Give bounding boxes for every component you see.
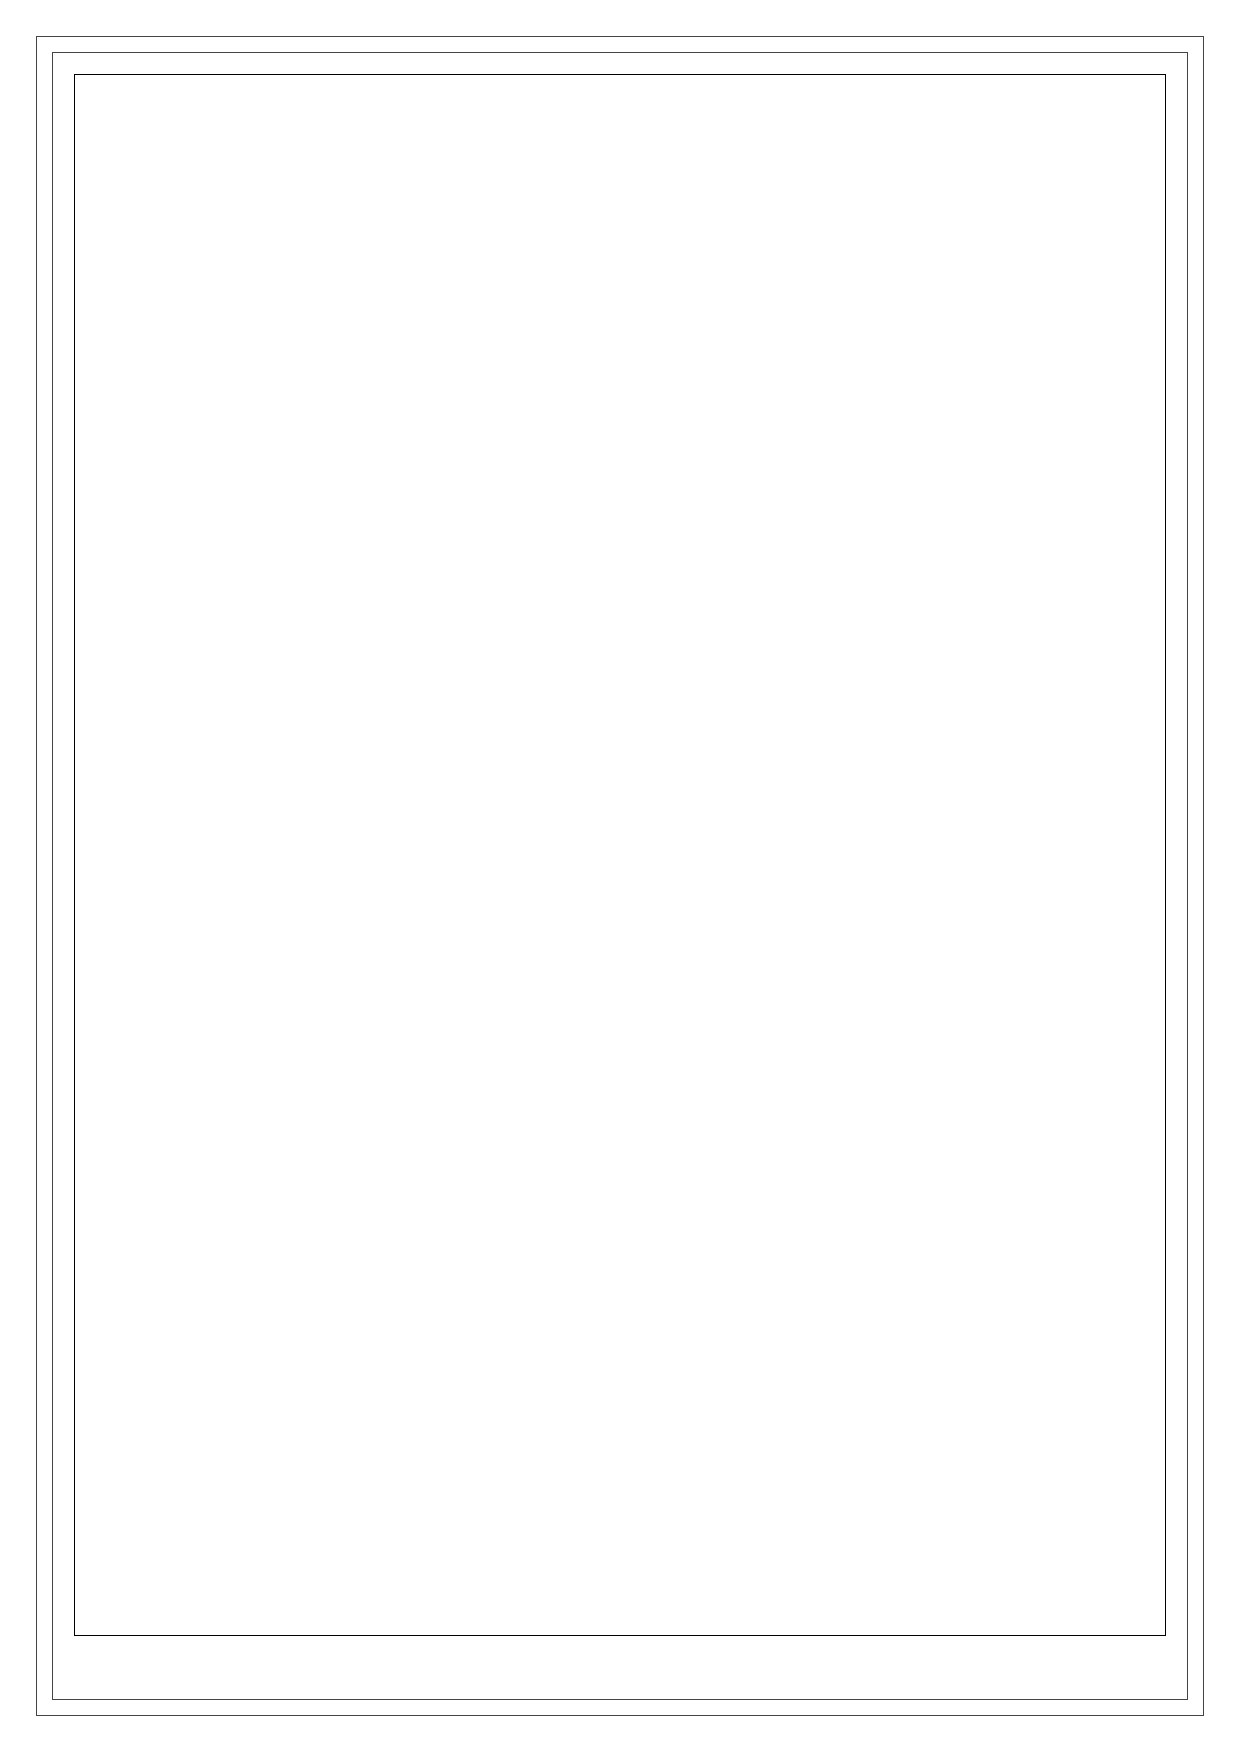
quiz-sheet [74,74,1166,1636]
